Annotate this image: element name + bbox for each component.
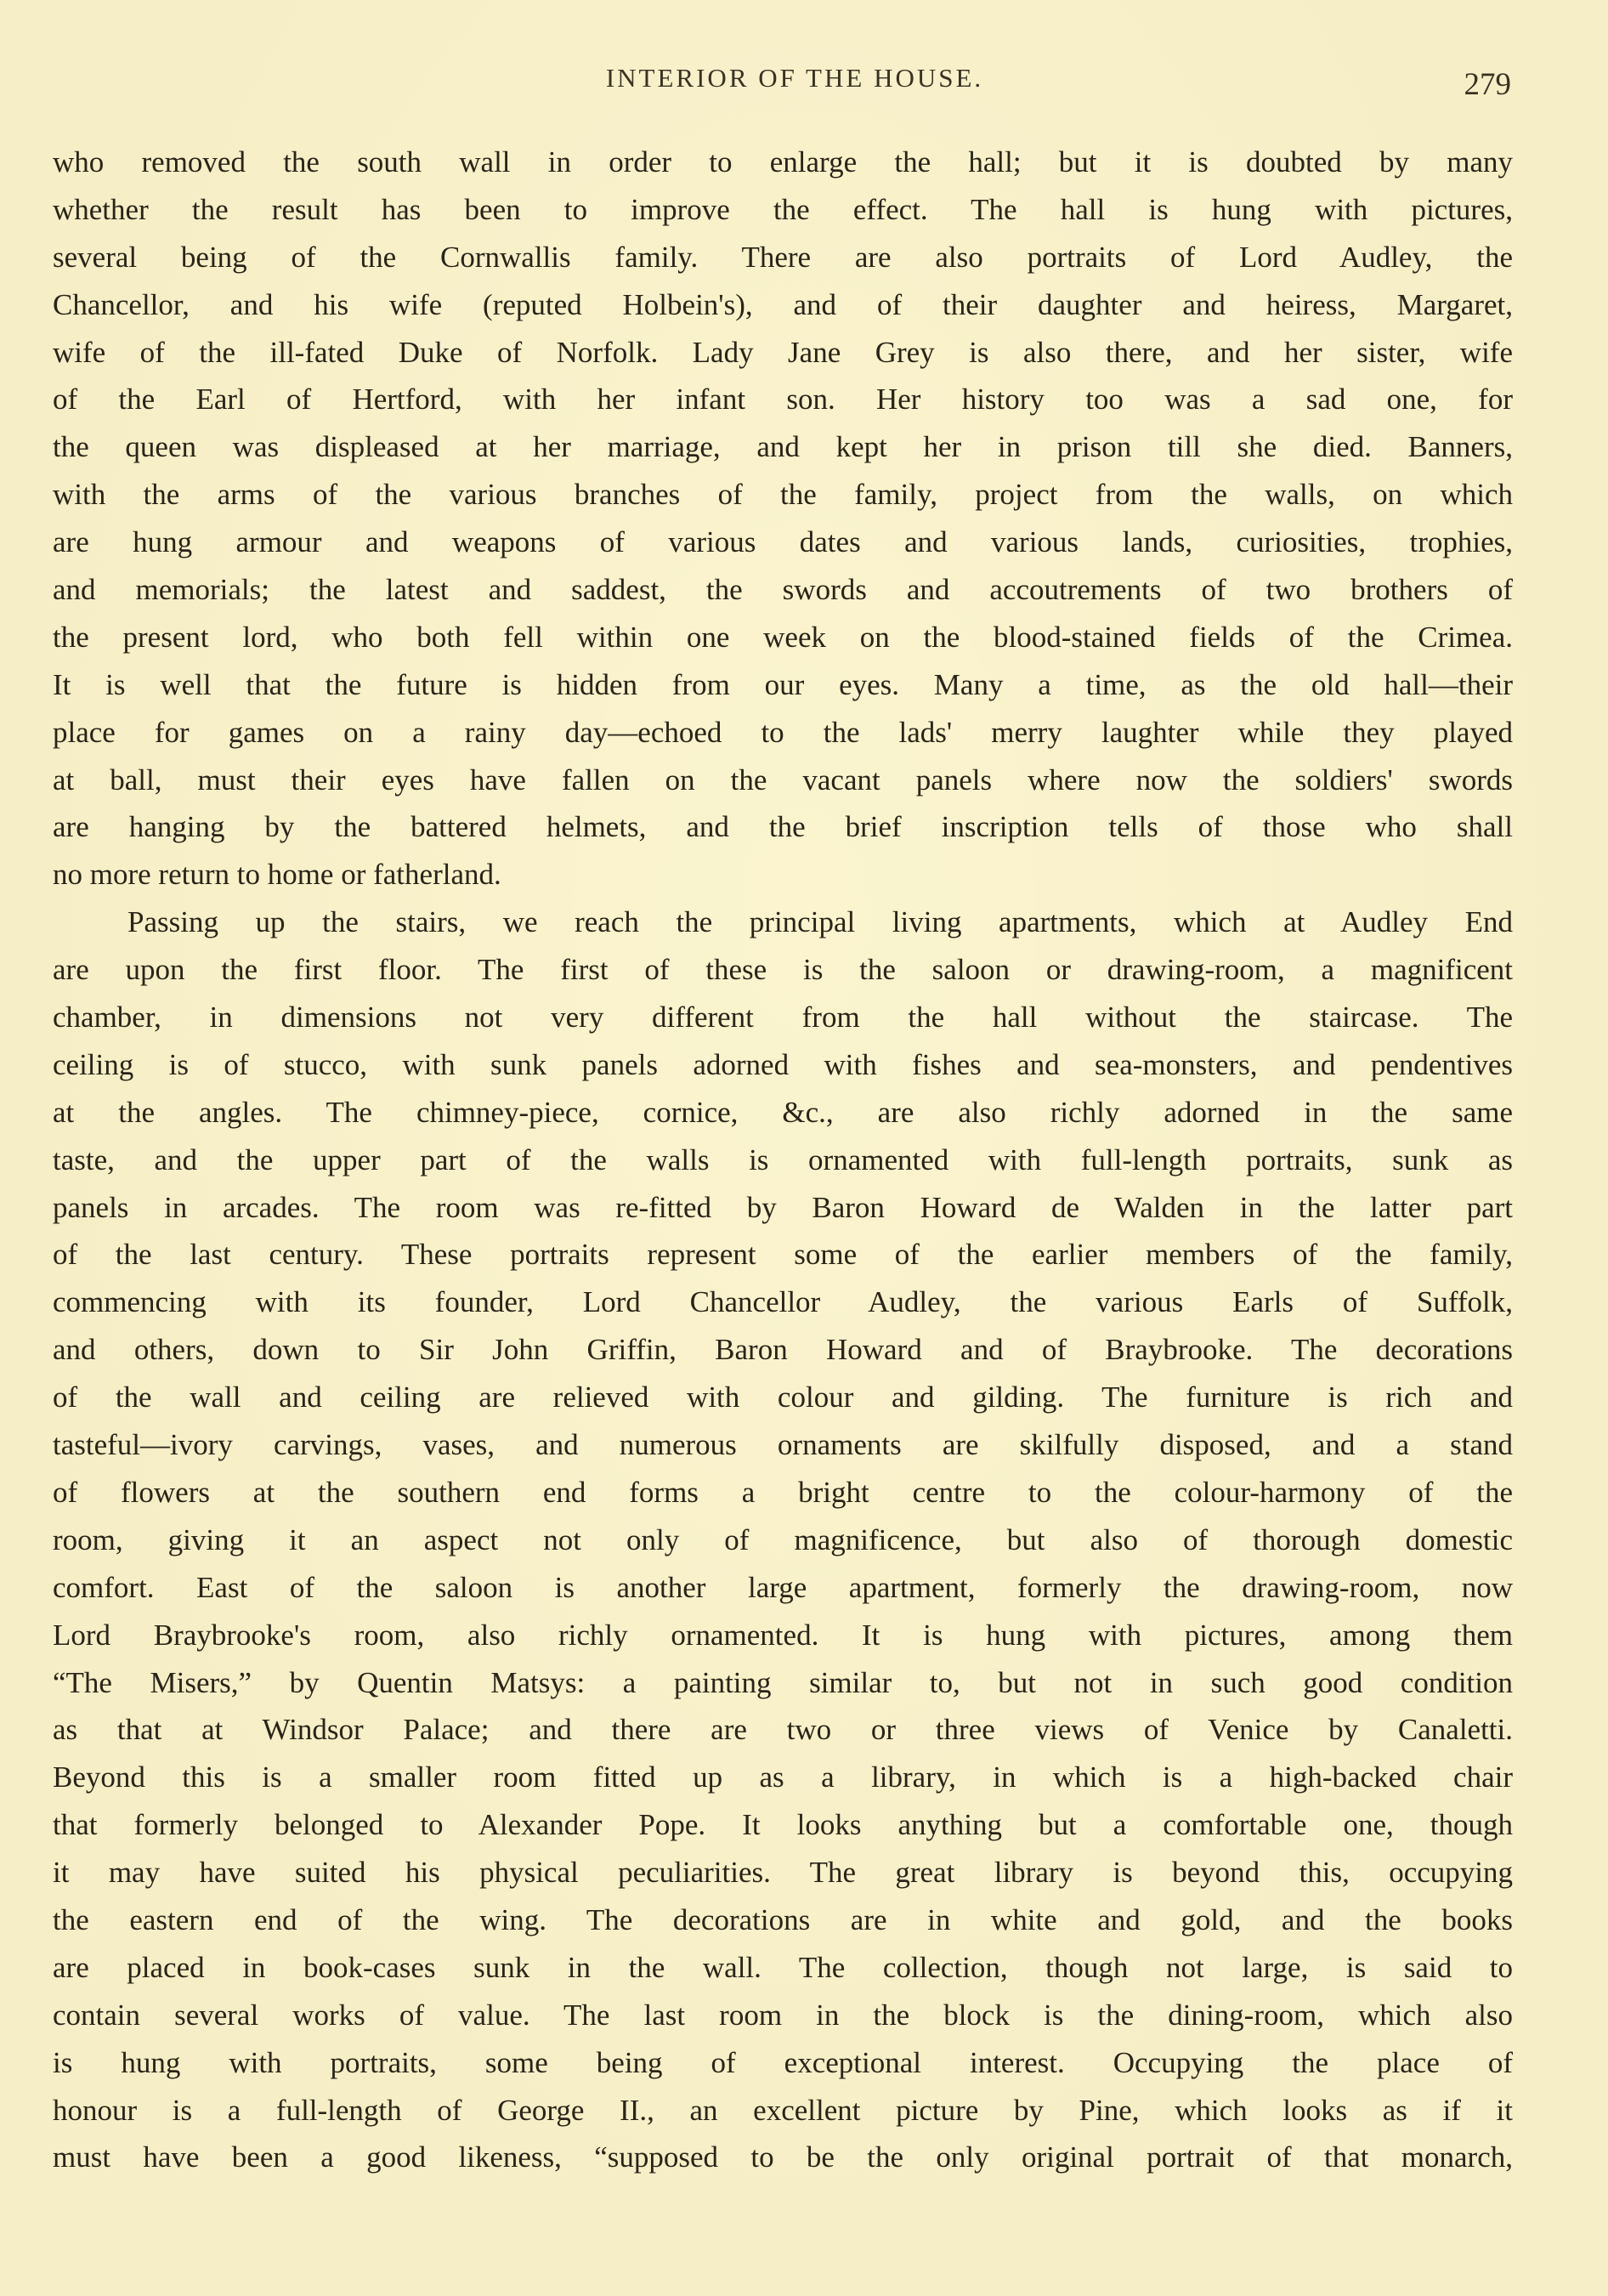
text-line: “The Misers,” by Quentin Matsys: a painting similar to, but not in such good condition <box>53 1665 1513 1699</box>
text-line: the queen was displeased at her marriage, and kept her in prison till she died. Banners, <box>53 430 1513 464</box>
text-line: are upon the first floor. The first of these is the saloon or drawing-room, a magnificent <box>53 953 1513 987</box>
text-line: the eastern end of the wing. The decorations are in white and gold, and the books <box>53 1902 1513 1936</box>
text-line: of the last century. These portraits represent some of the earlier members of the family, <box>53 1238 1513 1272</box>
text-line: is hung with portraits, some being of exceptional interest. Occupying the place of <box>53 2045 1513 2079</box>
text-line: no more return to home or fatherland. <box>53 858 501 892</box>
text-line: tasteful—ivory carvings, vases, and numerous ornaments are skilfully disposed, and a stand <box>53 1428 1513 1462</box>
text-line: are hanging by the battered helmets, and the brief inscription tells of those who shall <box>53 810 1513 844</box>
text-line: the present lord, who both fell within one week on the blood-stained fields of the Crimea. <box>53 620 1513 654</box>
text-line: It is well that the future is hidden from our eyes. Many a time, as the old hall—their <box>53 667 1513 701</box>
text-line: at the angles. The chimney-piece, cornice, &c., are also richly adorned in the same <box>53 1095 1513 1129</box>
text-line: wife of the ill-fated Duke of Norfolk. Lady Jane Grey is also there, and her sister, wife <box>53 335 1513 369</box>
text-line: honour is a full-length of George II., an excellent picture by Pine, which looks as if it <box>53 2093 1513 2127</box>
text-line: several being of the Cornwallis family. There are also portraits of Lord Audley, the <box>53 240 1513 274</box>
text-line: Passing up the stairs, we reach the principal living apartments, which at Audley End <box>127 905 1513 939</box>
text-line: chamber, in dimensions not very different from the hall without the staircase. The <box>53 1001 1513 1035</box>
text-line: and memorials; the latest and saddest, the swords and accoutrements of two brothers of <box>53 573 1513 607</box>
text-line: room, giving it an aspect not only of magnificence, but also of thorough domestic <box>53 1522 1513 1556</box>
text-line: at ball, must their eyes have fallen on the vacant panels where now the soldiers' swords <box>53 762 1513 797</box>
text-line: of the wall and ceiling are relieved with colour and gilding. The furniture is rich and <box>53 1380 1513 1414</box>
text-line: of flowers at the southern end forms a bright centre to the colour-harmony of the <box>53 1475 1513 1509</box>
text-line: that formerly belonged to Alexander Pope. It looks anything but a comfortable one, though <box>53 1808 1513 1842</box>
text-line: panels in arcades. The room was re-fitted by Baron Howard de Walden in the latter part <box>53 1190 1513 1224</box>
text-line: Beyond this is a smaller room fitted up as a library, in which is a high-backed chair <box>53 1760 1513 1794</box>
text-line: are placed in book-cases sunk in the wall. The collection, though not large, is said to <box>53 1950 1513 1984</box>
text-line: are hung armour and weapons of various dates and various lands, curiosities, trophies, <box>53 525 1513 559</box>
text-line: place for games on a rainy day—echoed to the lads' merry laughter while they played <box>53 715 1513 749</box>
body-text <box>53 139 1513 2229</box>
running-head <box>0 56 1608 107</box>
text-line: taste, and the upper part of the walls is ornamented with full-length portraits, sunk as <box>53 1142 1513 1176</box>
text-line: who removed the south wall in order to enlarge the hall; but it is doubted by many <box>53 145 1513 179</box>
text-line: Chancellor, and his wife (reputed Holbein's), and of their daughter and heiress, Margaret, <box>53 287 1513 321</box>
text-line: with the arms of the various branches of the family, project from the walls, on which <box>53 478 1513 512</box>
text-line: ceiling is of stucco, with sunk panels adorned with fishes and sea-monsters, and pendentives <box>53 1047 1513 1081</box>
text-line: of the Earl of Hertford, with her infant son. Her history too was a sad one, for <box>53 383 1513 417</box>
running-title: INTERIOR OF THE HOUSE. <box>605 63 984 93</box>
text-line: must have been a good likeness, “supposed to be the only original portrait of that monarch, <box>53 2140 1513 2174</box>
page-number: 279 <box>1464 67 1511 102</box>
text-line: as that at Windsor Palace; and there are two or three views of Venice by Canaletti. <box>53 1713 1513 1747</box>
text-line: Lord Braybrooke's room, also richly ornamented. It is hung with pictures, among them <box>53 1618 1513 1652</box>
text-line: contain several works of value. The last room in the block is the dining-room, which also <box>53 1998 1513 2032</box>
text-line: and others, down to Sir John Griffin, Baron Howard and of Braybrooke. The decorations <box>53 1333 1513 1367</box>
text-line: it may have suited his physical peculiarities. The great library is beyond this, occupying <box>53 1856 1513 1890</box>
text-line: commencing with its founder, Lord Chancellor Audley, the various Earls of Suffolk, <box>53 1285 1513 1319</box>
text-line: whether the result has been to improve the effect. The hall is hung with pictures, <box>53 192 1513 226</box>
text-line <box>53 2181 1513 2229</box>
text-line: comfort. East of the saloon is another large apartment, formerly the drawing-room, now <box>53 1570 1513 1604</box>
